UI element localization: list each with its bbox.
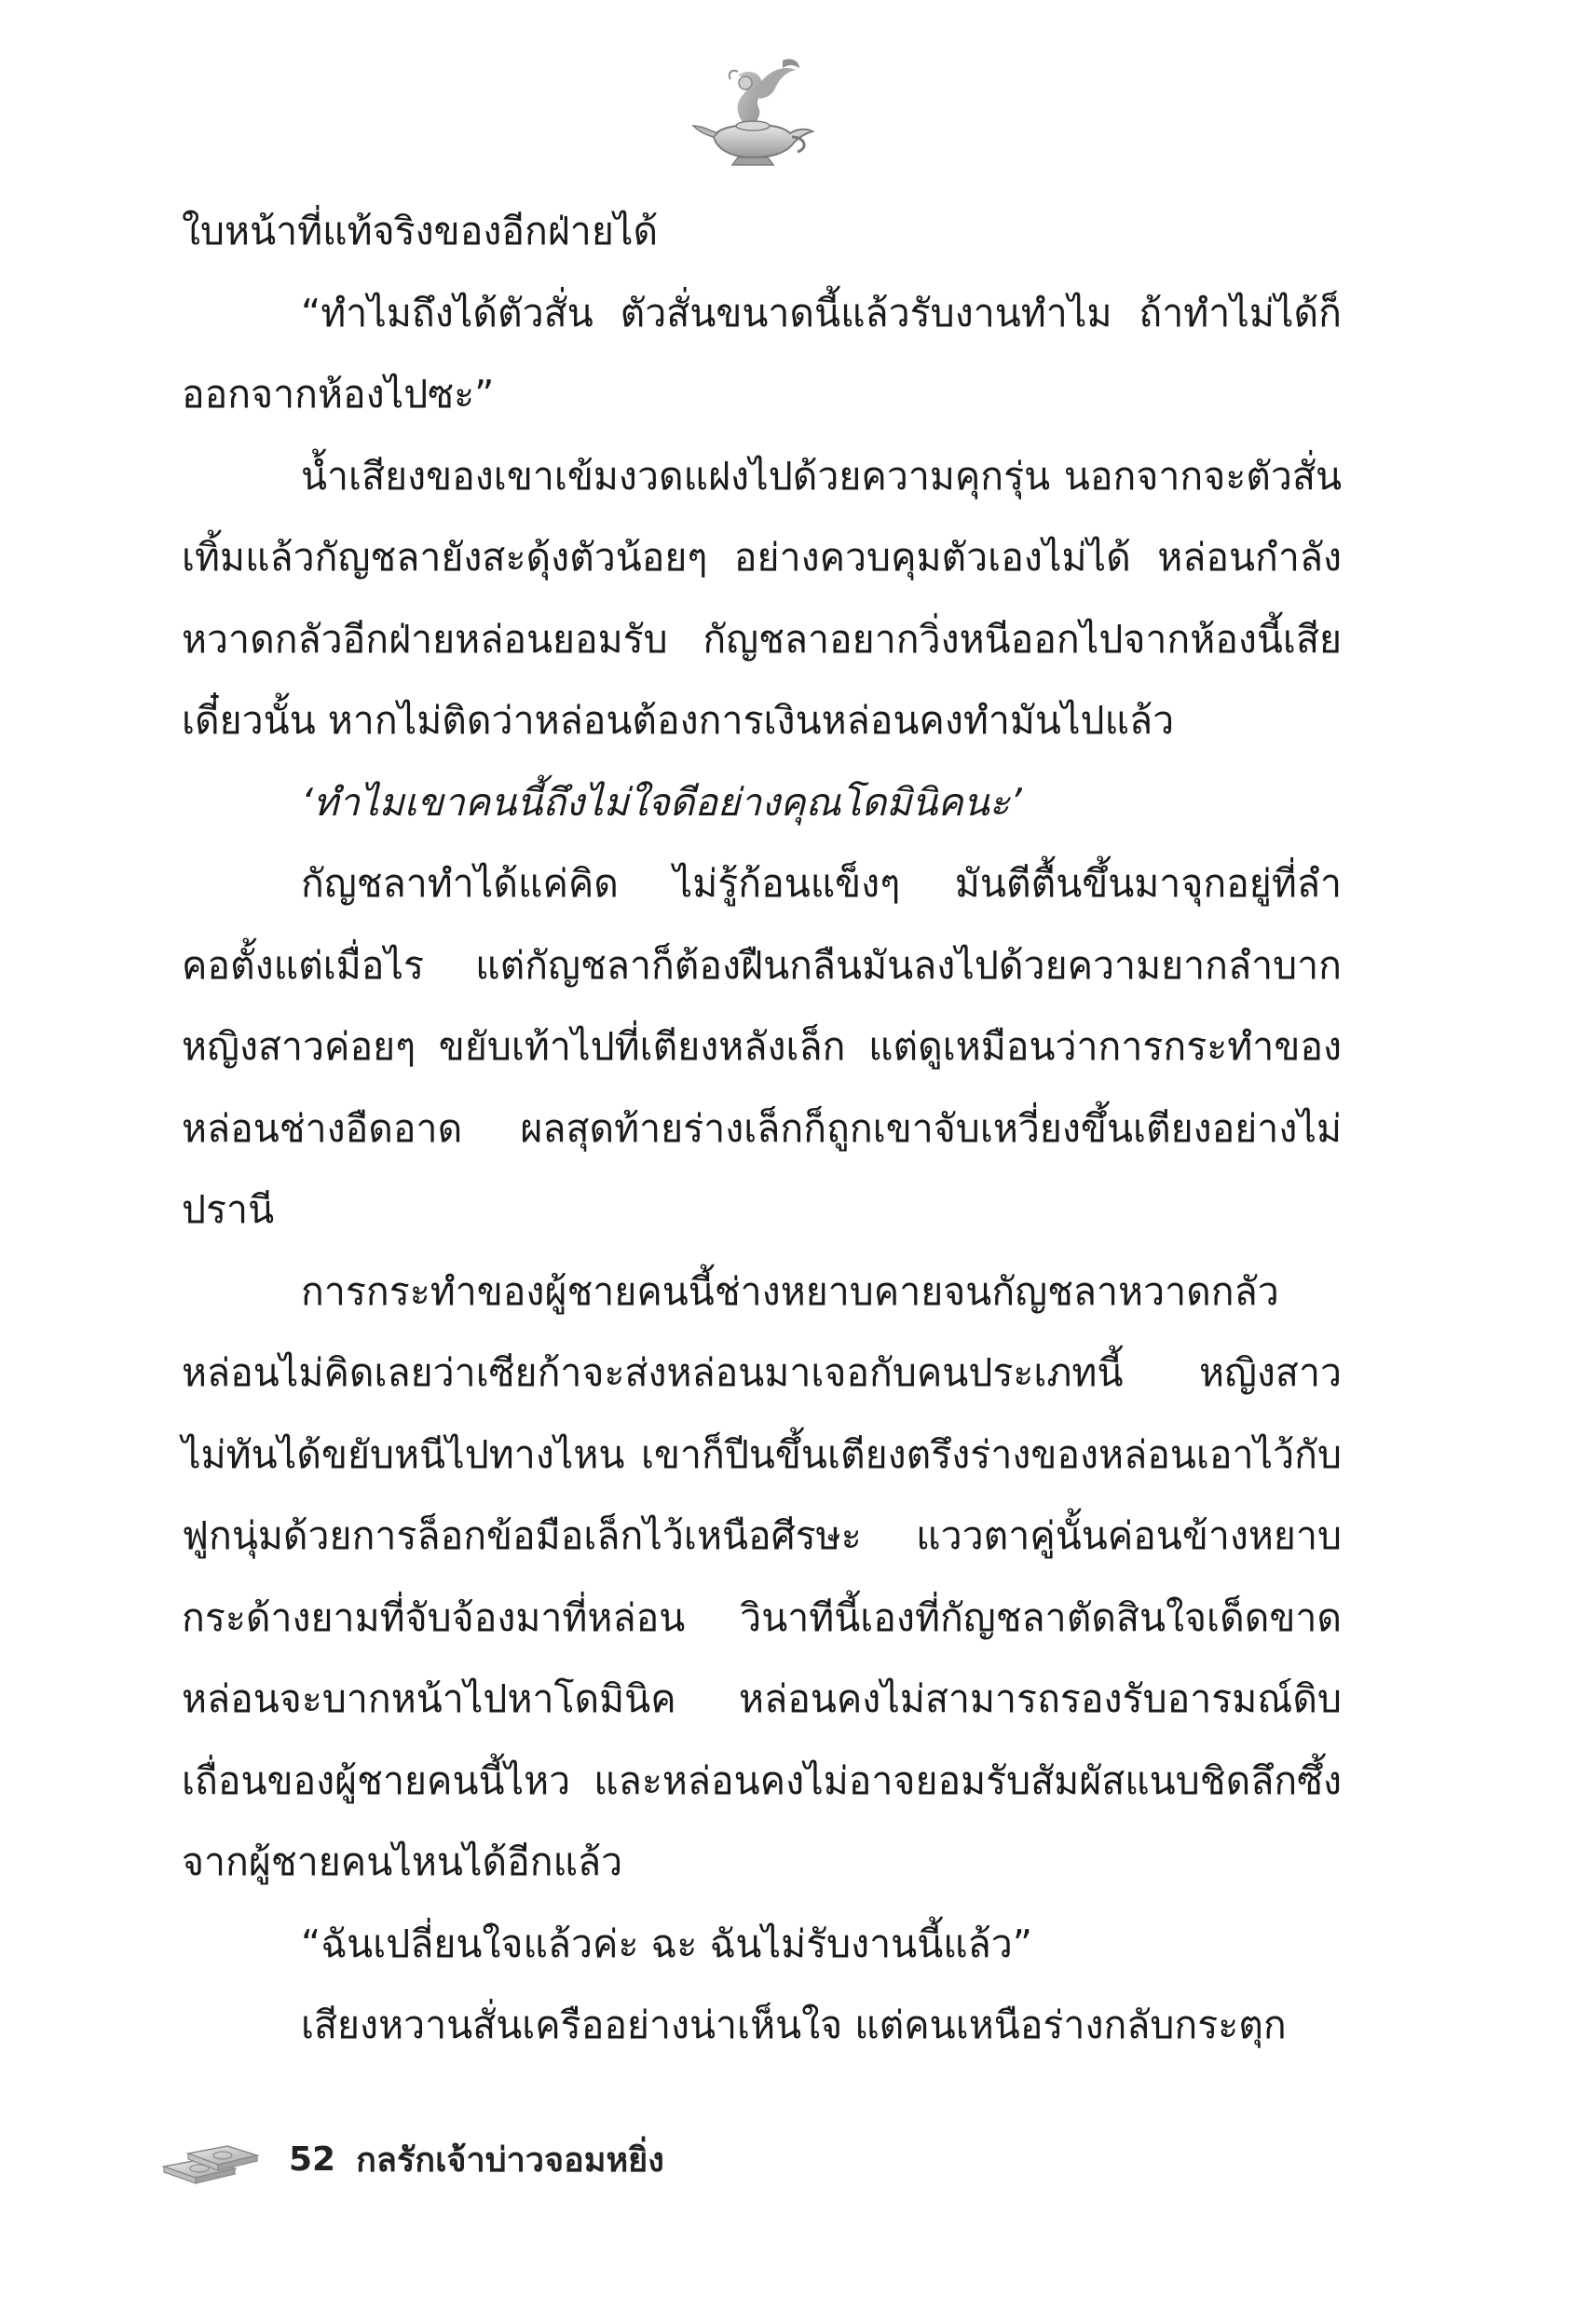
page-number: 52 (289, 2140, 336, 2179)
paragraph-8: เสียงหวานสั่นเครืออย่างน่าเห็นใจ แต่คนเหนือร่างกลับกระตุก (301, 2003, 1287, 2047)
paragraph-7: “ฉันเปลี่ยนใจแล้วค่ะ ฉะ ฉันไม่รับงานนี้แล้ว” (301, 1921, 1033, 1966)
paragraph-4-thought: ‘ทำไมเขาคนนี้ถึงไม่ใจดีอย่างคุณโดมินิคนะ’ (301, 779, 1022, 825)
paragraph-1: ใบหน้าที่แท้จริงของอีกฝ่ายได้ (182, 209, 659, 253)
genie-lamp-icon (689, 51, 820, 172)
paragraph-2: “ทำไมถึงได้ตัวสั่น ตัวสั่นขนาดนี้แล้วรับงานทำไม ถ้าทำไม่ได้ก็ออกจากห้องไปซะ” (182, 290, 1342, 417)
page-footer (160, 2126, 664, 2192)
paragraph-5: กัญชลาทำได้แค่คิด ไม่รู้ก้อนแข็งๆ มันตีตื้นขึ้นมาจุกอยู่ที่ลำคอตั้งแต่เมื่อไร แต่กัญชลาก็ต้องฝืนกลืนมันลงไปด้วยความยากลำบาก หญิงสาวค่อยๆ ขยับเท้าไปที่เตียงหลังเล็ก แต่ดูเหมือนว่าการกระทำของหล่อนช่างอืดอาด ผลสุดท้ายร่างเล็กก็ถูกเขาจับเหวี่ยงขึ้นเตียงอย่างไม่ปรานี (182, 861, 1342, 1232)
body-text (182, 191, 1342, 2067)
money-stack-icon (160, 2131, 263, 2187)
paragraph-3: น้ำเสียงของเขาเข้มงวดแฝงไปด้วยความคุกรุ่น นอกจากจะตัวสั่นเทิ้มแล้วกัญชลายังสะดุ้งตัวน้อยๆ อย่างควบคุมตัวเองไม่ได้ หล่อนกำลังหวาดกลัวอีกฝ่ายหล่อนยอมรับ กัญชลาอยากวิ่งหนีออกไปจากห้องนี้เสียเดี๋ยวนั้น หากไม่ติดว่าหล่อนต้องการเงินหล่อนคงทำมันไปแล้ว (182, 453, 1342, 743)
paragraph-6: การกระทำของผู้ชายคนนี้ช่างหยาบคายจนกัญชลาหวาดกลัว หล่อนไม่คิดเลยว่าเซียก้าจะส่งหล่อนมาเจอกับคนประเภทนี้ หญิงสาวไม่ทันได้ขยับหนีไปทางไหน เขาก็ปีนขึ้นเตียงตรึงร่างของหล่อนเอาไว้กับฟูกนุ่มด้วยการล็อกข้อมือเล็กไว้เหนือศีรษะ แววตาคู่นั้นค่อนข้างหยาบกระด้างยามที่จับจ้องมาที่หล่อน วินาทีนี้เองที่กัญชลาตัดสินใจเด็ดขาด หล่อนจะบากหน้าไปหาโดมินิค หล่อนคงไม่สามารถรองรับอารมณ์ดิบเถื่อนของผู้ชายคนนี้ไหว และหล่อนคงไม่อาจยอมรับสัมผัสแนบชิดลึกซึ้งจากผู้ชายคนไหนได้อีกแล้ว (182, 1268, 1342, 1884)
book-title: กลรักเจ้าบ่าวจอมหยิ่ง (356, 2140, 664, 2180)
